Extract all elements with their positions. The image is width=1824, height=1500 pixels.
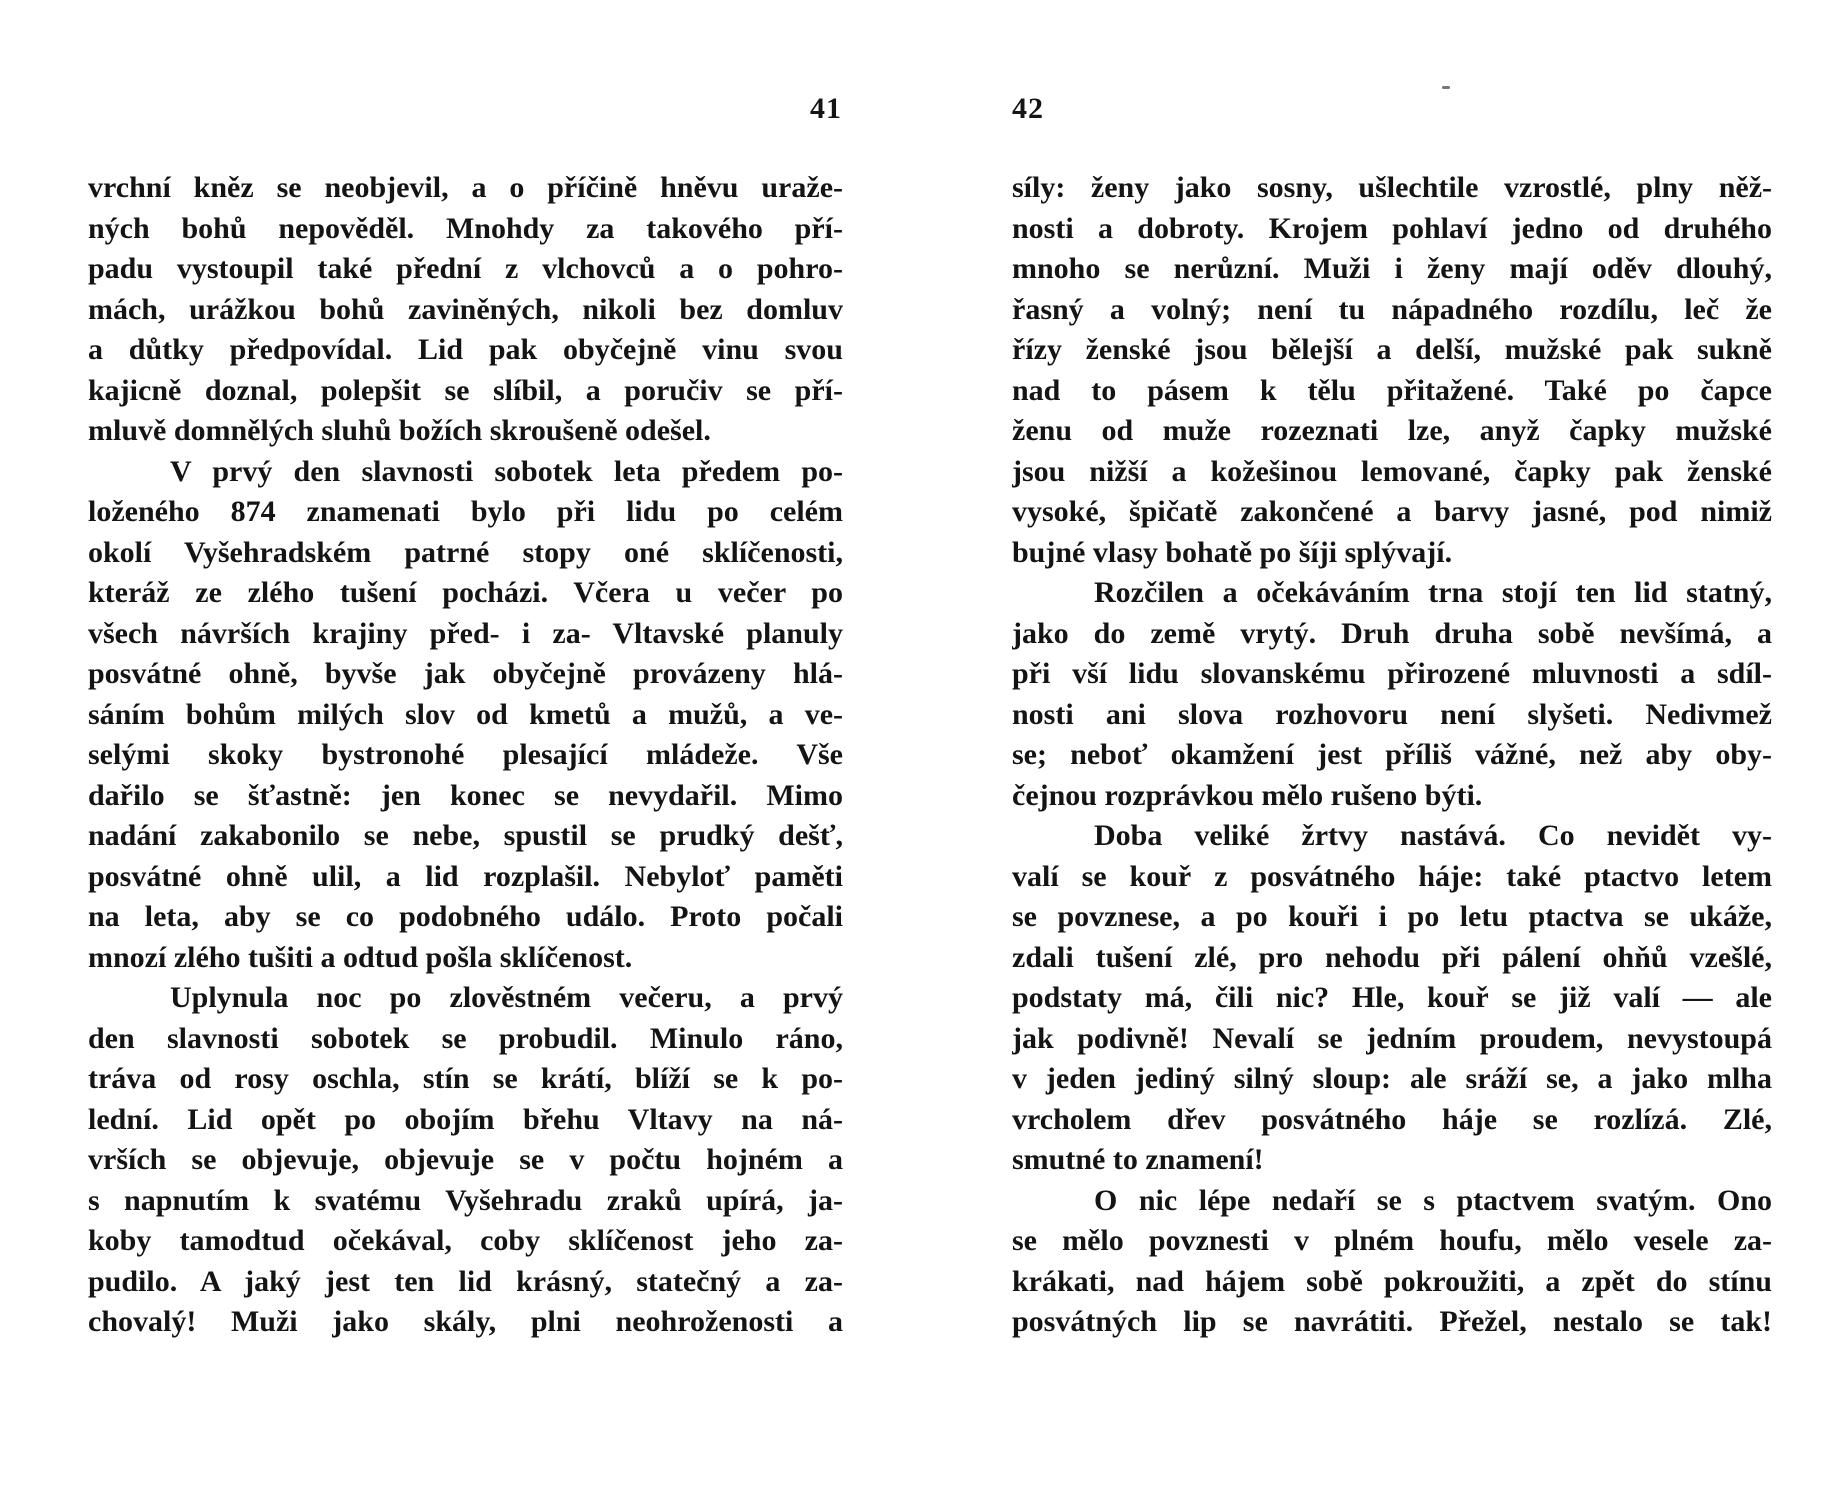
text-line: V prvý den slavnosti sobotek leta předem po- xyxy=(170,454,843,488)
text-line: všech návrších krajiny před- i za- Vltavské planuly xyxy=(88,616,843,650)
text-line: řízy ženské jsou bělejší a delší, mužské pak sukně xyxy=(1012,333,1772,366)
text-line: mách, urážkou bohů zaviněných, nikoli bez domluv xyxy=(88,292,843,326)
text-line: na leta, aby se co podobného událo. Proto počali xyxy=(88,900,843,933)
text-line: a důtky předpovídal. Lid pak obyčejně vinu svou xyxy=(88,333,843,366)
text-line: vysoké, špičatě zakončené a barvy jasné, pod nimiž xyxy=(1012,495,1772,528)
text-line: lední. Lid opět po obojím břehu Vltavy na ná- xyxy=(88,1102,843,1136)
text-line: pudilo. A jaký jest ten lid krásný, statečný a za- xyxy=(88,1264,843,1298)
text-line: ženu od muže rozeznati lze, anyž čapky mužské xyxy=(1012,414,1772,447)
text-line: ných bohů nepověděl. Mnohdy za takového pří- xyxy=(88,211,843,245)
text-line: smutné to znamení! xyxy=(1012,1143,1264,1176)
page-text xyxy=(1012,168,1772,1343)
text-line: podstaty má, čili nic? Hle, kouř se již valí — ale xyxy=(1012,981,1772,1014)
text-line: posvátných lip se navrátiti. Přežel, nestalo se tak! xyxy=(1012,1305,1772,1338)
text-line: padu vystoupil také přední z vlchovců a o pohro- xyxy=(88,252,843,285)
text-line: okolí Vyšehradském patrné stopy oné sklíčenosti, xyxy=(88,535,843,569)
text-line: zdali tušení zlé, pro nehodu při pálení ohňů vzešlé, xyxy=(1012,940,1772,974)
text-line: tráva od rosy oschla, stín se krátí, blíží se k po- xyxy=(88,1062,843,1095)
right-page xyxy=(912,0,1824,1500)
text-line: chovalý! Muži jako skály, plni neohroženosti a xyxy=(88,1305,843,1338)
text-line: mluvě domnělých sluhů božích skroušeně odešel. xyxy=(88,414,711,447)
page-number: 41 xyxy=(810,92,842,125)
text-line: kteráž ze zlého tušení pocházi. Včera u večer po xyxy=(88,576,843,609)
text-line: v jeden jediný silný sloup: ale sráží se, a jako mlha xyxy=(1012,1062,1772,1095)
page-text xyxy=(88,168,843,1343)
text-line: jako do země vrytý. Druh druha sobě nevšímá, a xyxy=(1012,616,1772,650)
text-line: řasný a volný; není tu nápadného rozdílu, leč že xyxy=(1012,292,1772,326)
text-line: valí se kouř z posvátného háje: také ptactvo letem xyxy=(1012,859,1772,893)
text-line: Uplynula noc po zlověstném večeru, a prvý xyxy=(170,981,843,1014)
text-line: čejnou rozprávkou mělo rušeno býti. xyxy=(1012,778,1483,812)
text-line: mnoho se nerůzní. Muži i ženy mají oděv dlouhý, xyxy=(1012,252,1772,285)
text-line: nosti a dobroty. Krojem pohlaví jedno od druhého xyxy=(1012,211,1772,245)
text-line: posvátné ohně ulil, a lid rozplašil. Nebyloť paměti xyxy=(88,859,843,893)
text-line: se mělo povznesti v plném houfu, mělo vesele za- xyxy=(1012,1224,1772,1257)
text-line: s napnutím k svatému Vyšehradu zraků upírá, ja- xyxy=(88,1183,843,1217)
text-line: kajicně doznal, polepšit se slíbil, a poručiv se pří- xyxy=(88,373,843,407)
text-line: posvátné ohně, byvše jak obyčejně provázeny hlá- xyxy=(88,657,843,690)
text-line: se povznese, a po kouři i po letu ptactva se ukáže, xyxy=(1012,900,1772,933)
text-line: O nic lépe nedaří se s ptactvem svatým. Ono xyxy=(1094,1183,1772,1217)
text-line: při vší lidu slovanskému přirozené mluvnosti a sdíl- xyxy=(1012,657,1772,690)
text-line: sáním bohům milých slov od kmetů a mužů, a ve- xyxy=(88,697,843,731)
text-line: bujné vlasy bohatě po šíji splývají. xyxy=(1012,535,1453,569)
text-line: vrších se objevuje, objevuje se v počtu hojném a xyxy=(88,1143,843,1176)
text-line: vrchní kněz se neobjevil, a o příčině hněvu uraže- xyxy=(88,171,843,204)
text-line: jsou nižší a kožešinou lemované, čapky pak ženské xyxy=(1012,454,1772,488)
text-line: Doba veliké žrtvy nastává. Co nevidět vy- xyxy=(1094,819,1772,852)
text-line: dařilo se šťastně: jen konec se nevydařil. Mimo xyxy=(88,778,843,812)
text-line: krákati, nad hájem sobě pokroužiti, a zpět do stínu xyxy=(1012,1264,1772,1298)
text-line: se; neboť okamžení jest příliš vážné, než aby oby- xyxy=(1012,738,1772,771)
text-line: vrcholem dřev posvátného háje se rozlízá. Zlé, xyxy=(1012,1102,1772,1136)
text-line: nadání zakabonilo se nebe, spustil se prudký dešť, xyxy=(88,819,843,852)
text-line: selými skoky bystronohé plesající mládeže. Vše xyxy=(88,738,843,771)
text-line: jak podivně! Nevalí se jedním proudem, nevystoupá xyxy=(1012,1021,1772,1055)
text-line: nosti ani slova rozhovoru není slyšeti. Nedivmež xyxy=(1012,697,1772,731)
page-number: 42 xyxy=(1012,92,1044,125)
text-line: koby tamodtud očekával, coby sklíčenost jeho za- xyxy=(88,1224,843,1257)
text-line: den slavnosti sobotek se probudil. Minulo ráno, xyxy=(88,1021,843,1055)
text-line: síly: ženy jako sosny, ušlechtile vzrostlé, plny něž- xyxy=(1012,171,1772,204)
text-line: Rozčilen a očekáváním trna stojí ten lid statný, xyxy=(1094,576,1772,609)
print-smudge xyxy=(1442,86,1450,89)
text-line: mnozí zlého tušiti a odtud pošla sklíčenost. xyxy=(88,940,633,974)
text-line: loženého 874 znamenati bylo při lidu po celém xyxy=(88,495,843,528)
text-line: nad to pásem k tělu přitažené. Také po čapce xyxy=(1012,373,1772,407)
